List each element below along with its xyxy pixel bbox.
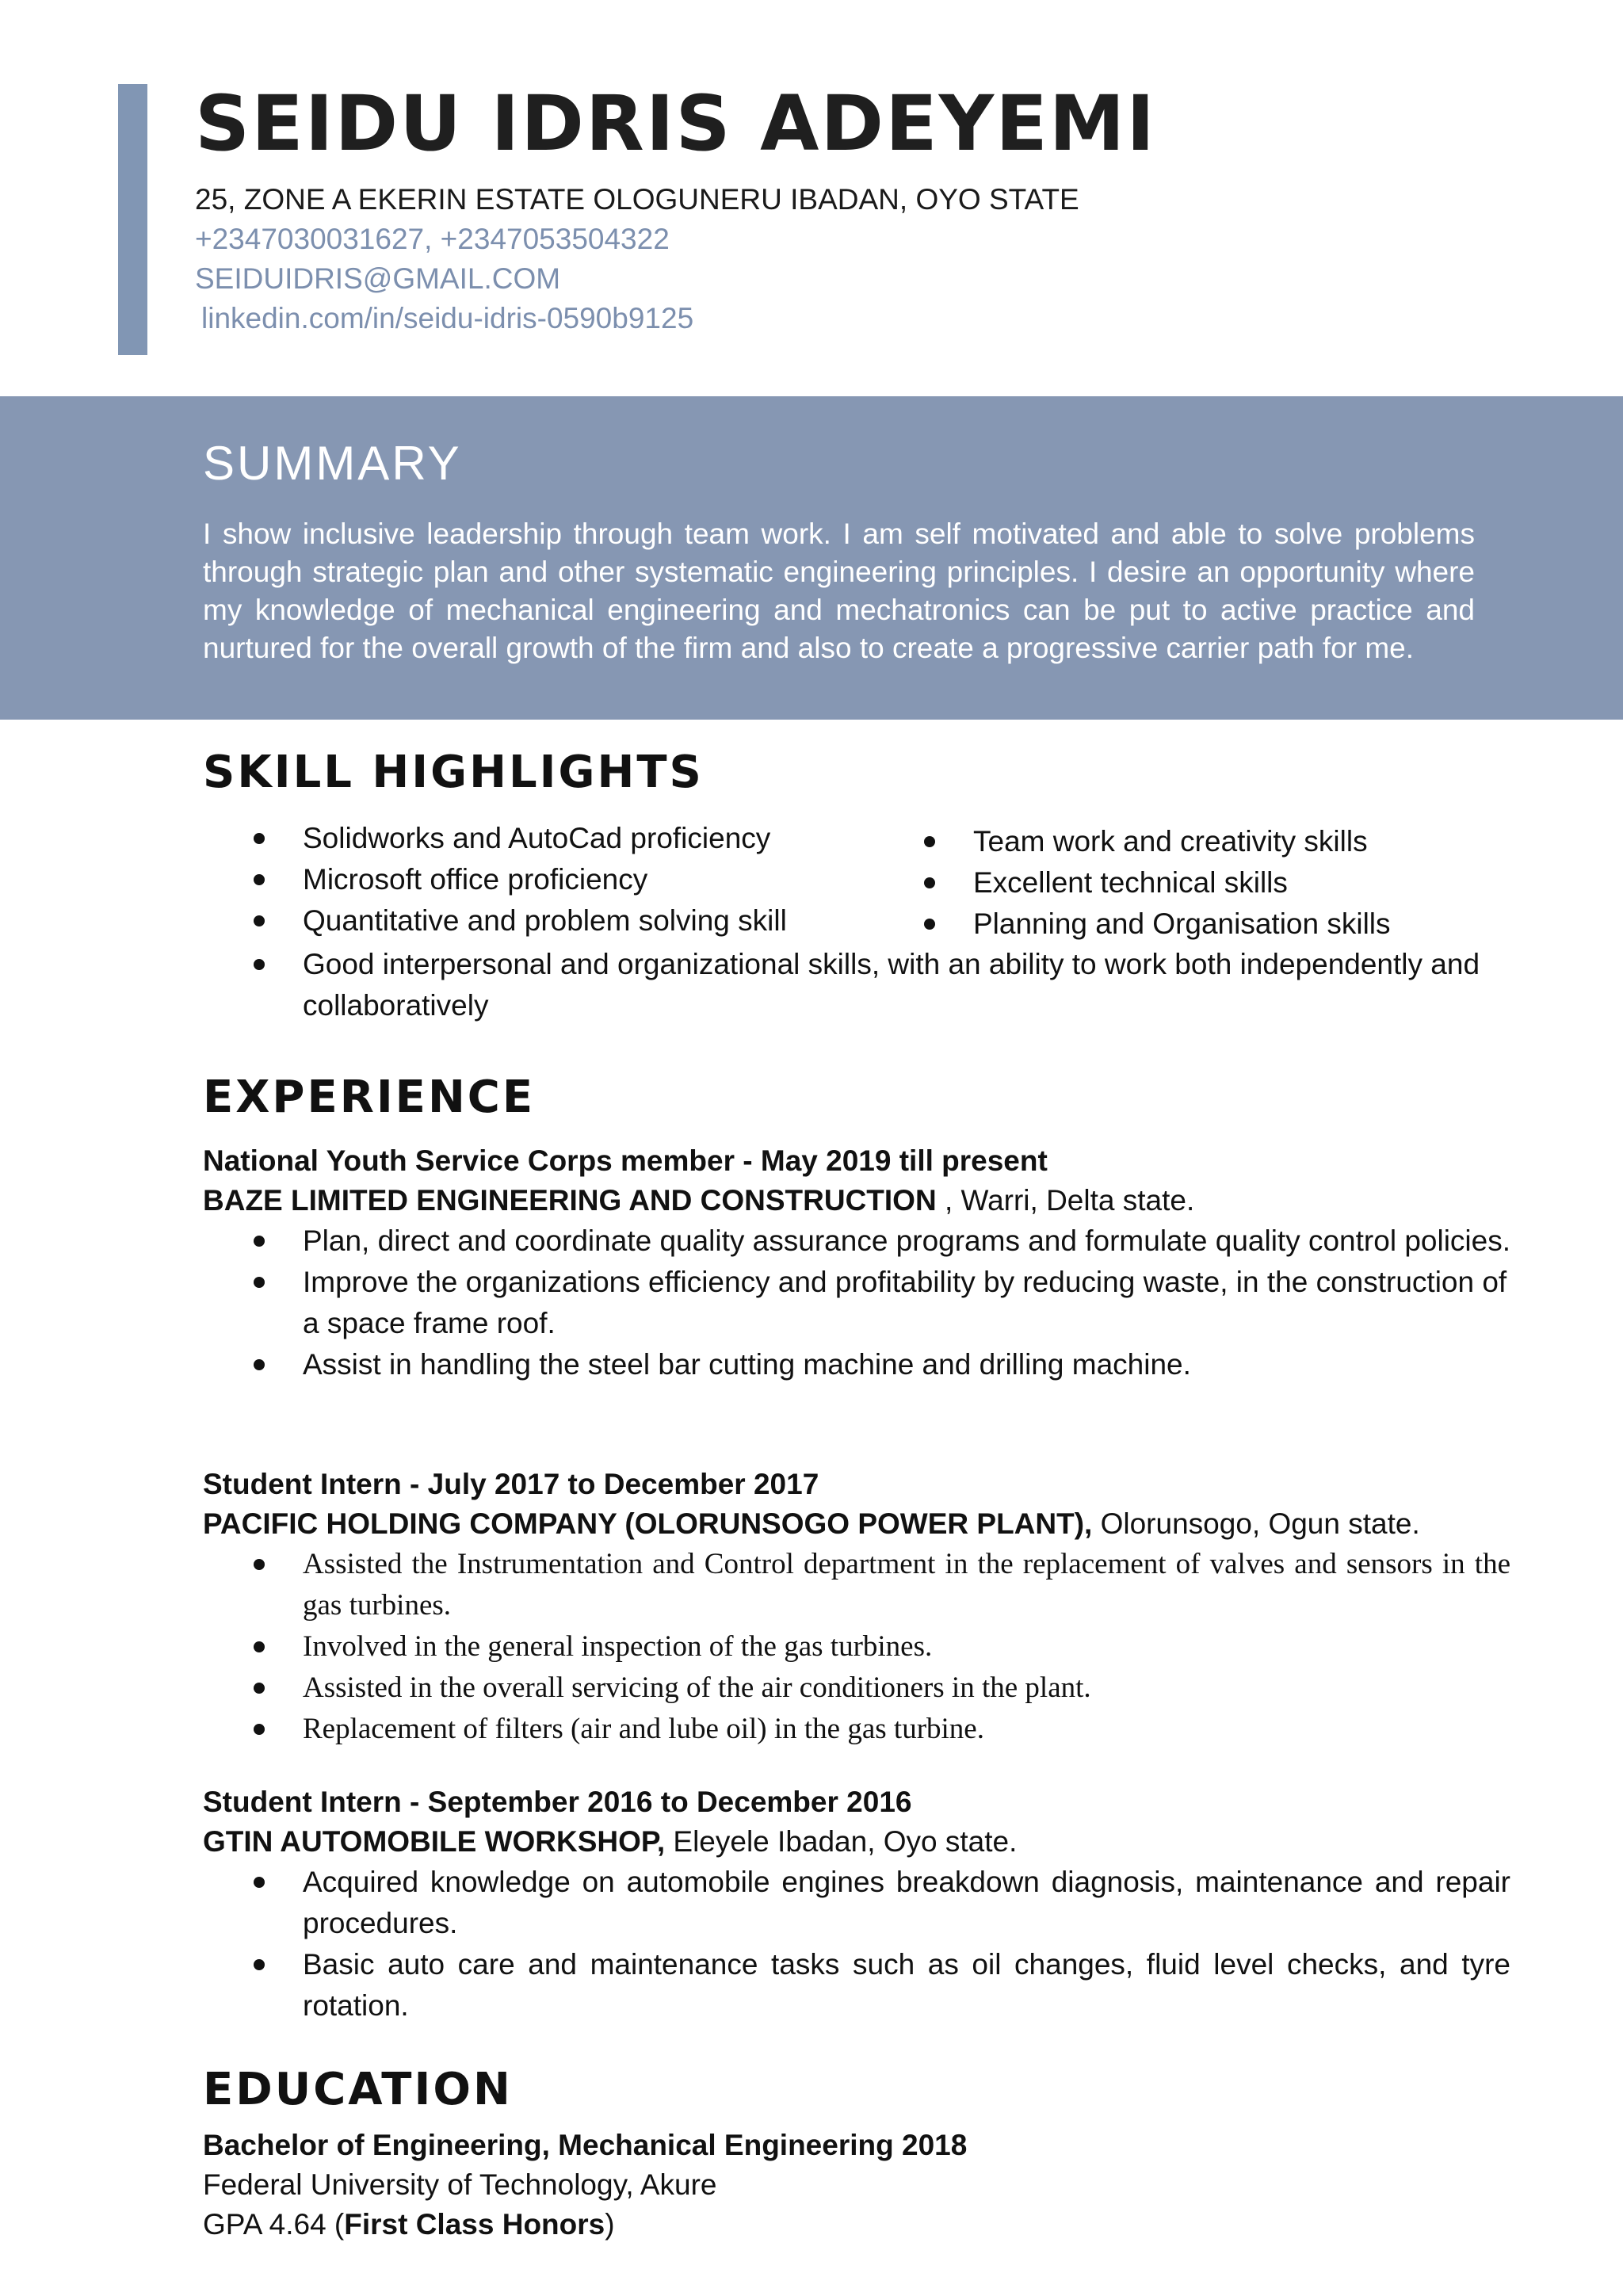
- job-title: Student Intern - July 2017 to December 2017: [203, 1468, 819, 1500]
- job-company-line: [203, 1181, 1194, 1221]
- job-company-line: [203, 1822, 1017, 1862]
- skill-item: Excellent technical skills: [873, 862, 1428, 904]
- job-duty: Basic auto care and maintenance tasks such as oil changes, fluid level checks, and tyre rotation.: [203, 1944, 1510, 2027]
- job-title: Student Intern - September 2016 to December 2016: [203, 1786, 912, 1818]
- job-duties-list: [203, 1221, 1510, 1385]
- job-duties-list: [203, 1544, 1510, 1750]
- experience-heading: EXPERIENCE: [203, 1072, 536, 1123]
- education-degree: Bachelor of Engineering, Mechanical Engineering 2018: [203, 2129, 968, 2161]
- job-company-line: [203, 1504, 1420, 1544]
- education-heading: EDUCATION: [203, 2064, 513, 2115]
- job-location: Eleyele Ibadan, Oyo state.: [665, 1825, 1018, 1858]
- skill-item: Microsoft office proficiency: [203, 859, 916, 900]
- contact-email[interactable]: SEIDUIDRIS@GMAIL.COM: [195, 262, 561, 295]
- job-duty: Involved in the general inspection of the gas turbines.: [203, 1626, 1510, 1668]
- header-accent-bar: [118, 84, 147, 355]
- skills-heading: SKILL HIGHLIGHTS: [203, 747, 704, 798]
- job-duty: Replacement of filters (air and lube oil) in the gas turbine.: [203, 1709, 1510, 1750]
- job-duty: Assist in handling the steel bar cutting machine and drilling machine.: [203, 1344, 1510, 1385]
- skill-item: Quantitative and problem solving skill: [203, 900, 916, 942]
- job-location: , Warri, Delta state.: [936, 1184, 1195, 1217]
- education-school: Federal University of Technology, Akure: [203, 2168, 717, 2201]
- skills-list-wide: [203, 944, 1487, 1026]
- job-duty: Improve the organizations efficiency and profitability by reducing waste, in the construction of a space frame roof.: [203, 1262, 1510, 1344]
- skill-item: Good interpersonal and organizational skills, with an ability to work both independently and collaboratively: [203, 944, 1487, 1026]
- skills-list-right: [873, 821, 1428, 945]
- job-duty: Acquired knowledge on automobile engines breakdown diagnosis, maintenance and repair procedures.: [203, 1862, 1510, 1944]
- job-title: National Youth Service Corps member - May 2019 till present: [203, 1144, 1048, 1177]
- skill-item: Team work and creativity skills: [873, 821, 1428, 862]
- job-duty: Plan, direct and coordinate quality assurance programs and formulate quality control policies.: [203, 1221, 1510, 1262]
- contact-phone: +2347030031627, +2347053504322: [195, 223, 670, 255]
- job-duties-list: [203, 1862, 1510, 2027]
- education-gpa: [203, 2205, 615, 2244]
- summary-text: I show inclusive leadership through team work. I am self motivated and able to solve problems through strategic plan and other systematic engineering principles. I desire an opportunity where my knowledge of mechanical engineering and mechatronics can be put to active practice and nurtured for the overall growth of the firm and also to create a progressive carrier path for me.: [203, 518, 1475, 664]
- summary-heading: SUMMARY: [203, 437, 462, 490]
- gpa-close: ): [605, 2208, 615, 2241]
- skill-item: Planning and Organisation skills: [873, 904, 1428, 945]
- job-location: Olorunsogo, Ogun state.: [1092, 1507, 1420, 1540]
- contact-address: 25, ZONE A EKERIN ESTATE OLOGUNERU IBADAN, OYO STATE: [195, 183, 1079, 216]
- gpa-honors: First Class Honors: [344, 2208, 605, 2241]
- job-duty: Assisted the Instrumentation and Control department in the replacement of valves and sensors in the gas turbines.: [203, 1544, 1510, 1626]
- skills-list-left: [203, 818, 916, 942]
- job-company: GTIN AUTOMOBILE WORKSHOP,: [203, 1825, 666, 1858]
- job-company: BAZE LIMITED ENGINEERING AND CONSTRUCTION: [203, 1184, 937, 1217]
- linkedin-link[interactable]: linkedin.com/in/seidu-idris-0590b9125: [201, 302, 694, 334]
- job-duty: Assisted in the overall servicing of the air conditioners in the plant.: [203, 1668, 1510, 1709]
- candidate-name: SEIDU IDRIS ADEYEMI: [195, 79, 1157, 168]
- skill-item: Solidworks and AutoCad proficiency: [203, 818, 916, 859]
- gpa-value: GPA 4.64 (: [203, 2208, 345, 2241]
- job-company: PACIFIC HOLDING COMPANY (OLORUNSOGO POWER PLANT),: [203, 1507, 1093, 1540]
